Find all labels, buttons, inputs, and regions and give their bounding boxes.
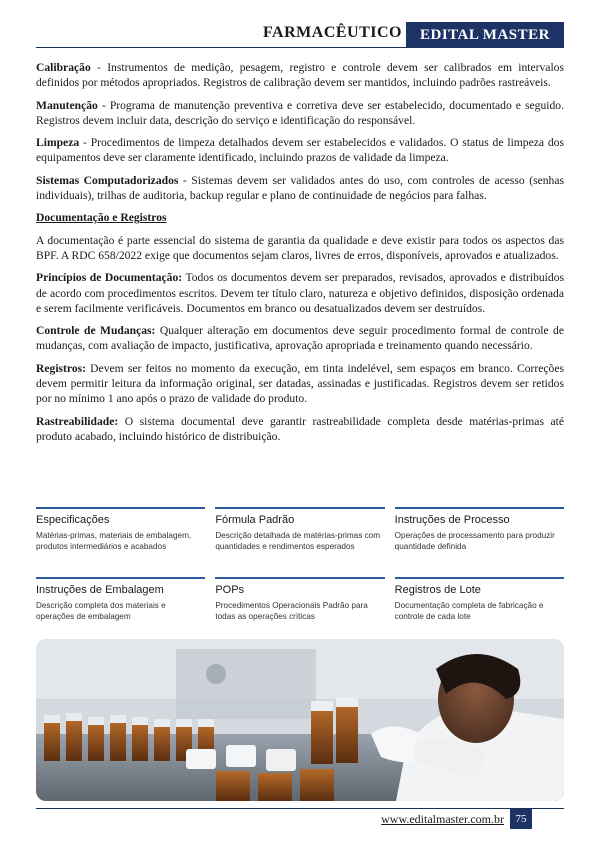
term-sistemas: Sistemas Computadorizados — [36, 173, 179, 187]
card-especificacoes — [36, 507, 205, 569]
card-title: Instruções de Processo — [394, 514, 510, 526]
term-registros: Registros: — [36, 361, 87, 375]
lab-photo-illustration — [36, 639, 564, 801]
term-manutencao: Manutenção — [36, 98, 98, 112]
footer-website-link[interactable]: www.editalmaster.com.br — [381, 812, 504, 826]
paragraph-rastreabilidade — [36, 414, 564, 445]
card-description: Procedimentos Operacionais Padrão para todas as operações críticas — [215, 601, 368, 621]
page-footer — [36, 808, 564, 830]
paragraph-manutencao — [36, 98, 564, 129]
paragraph-registros — [36, 361, 564, 407]
term-principios: Princípios de Documentação: — [36, 271, 183, 285]
card-description: Documentação completa de fabricação e controle de cada lote — [394, 601, 544, 621]
term-limpeza: Limpeza — [36, 136, 80, 150]
paragraph-calibracao — [36, 60, 564, 91]
paragraph-sistemas — [36, 173, 564, 204]
header-brand-badge: EDITAL MASTER — [406, 22, 564, 48]
lab-photo — [36, 639, 564, 801]
text-rastreabilidade: O sistema documental deve garantir rastreabilidade completa desde matérias-primas até produto acabado, incluindo histórico de distribuição. — [36, 414, 564, 443]
footer-rule — [36, 808, 564, 809]
paragraph-principios — [36, 270, 564, 316]
card-title: Fórmula Padrão — [215, 514, 295, 526]
paragraph-limpeza — [36, 135, 564, 166]
section-intro: A documentação é parte essencial do sistema de garantia da qualidade e deve existir para todos os aspectos das BPF. A RDC 658/2022 exige que documentos sejam claros, livres de erros, disponíveis, aprovados e atualizados. — [36, 233, 564, 262]
text-controle-mudancas: Qualquer alteração em documentos deve seguir procedimento formal de controle de mudanças, com avaliação de impacto, justificativa, aprovação apropriada e treinamento quando necessário. — [36, 324, 564, 353]
page-content — [36, 60, 564, 451]
term-rastreabilidade: Rastreabilidade: — [36, 414, 119, 428]
card-description: Matérias-primas, materiais de embalagem, produtos intermediários e acabados — [36, 531, 192, 551]
card-description: Descrição detalhada de matérias-primas com quantidades e rendimentos esperados — [215, 531, 381, 551]
header-rule — [36, 47, 564, 48]
text-registros: Devem ser feitos no momento da execução, em tinta indelével, sem espaços em branco. Correções devem permitir leitura da informação original, ser datadas, assinadas e justificadas. Registros devem ser retidos por no mínimo 1 ano após o prazo de validade do produto. — [36, 361, 564, 406]
text-calibracao: - Instrumentos de medição, pesagem, registro e controle devem ser calibrados em intervalos definidos por métodos apropriados. Registros de calibração devem ser mantidos, incluindo padrões rastreáveis. — [36, 61, 564, 90]
document-types-grid — [36, 507, 564, 639]
card-instrucoes-processo — [395, 507, 564, 569]
card-title: Registros de Lote — [394, 584, 481, 596]
text-limpeza: - Procedimentos de limpeza detalhados devem ser estabelecidos e validados. O status de limpeza dos equipamentos deve ser claramente identificado, incluindo prazos de validade da limpeza. — [36, 136, 564, 165]
card-title: Especificações — [36, 514, 110, 526]
page-number: 75 — [510, 809, 532, 829]
card-title: POPs — [215, 584, 245, 596]
term-controle-mudancas: Controle de Mudanças: — [36, 324, 156, 338]
section-title: Documentação e Registros — [36, 211, 167, 225]
header-subject-title: FARMACÊUTICO — [262, 24, 402, 41]
card-title: Instruções de Embalagem — [36, 584, 164, 596]
card-instrucoes-embalagem — [36, 577, 205, 639]
card-formula-padrao — [215, 507, 384, 569]
paragraph-controle-mudancas — [36, 323, 564, 354]
card-registros-lote — [395, 577, 564, 639]
term-calibracao: Calibração — [36, 61, 91, 74]
text-sistemas: - Sistemas devem ser validados antes do uso, com controles de acesso (senhas individuais), trilhas de auditoria, backup regular e plano de continuidade de negócios para falhas. — [36, 173, 564, 203]
card-description: Descrição completa dos materiais e operações de embalagem — [36, 601, 166, 621]
page-header — [36, 22, 564, 48]
card-pops — [215, 577, 384, 639]
text-principios: Todos os documentos devem ser preparados, revisados, aprovados e distribuídos de acordo com procedimentos escritos. Devem ter título claro, natureza e objetivo definidos, disposição ordenada e serem facilmente verificáveis. Documentos em branco ou desatualizados devem ser destruídos. — [36, 271, 564, 315]
card-description: Operações de processamento para produzir quantidade definida — [394, 531, 555, 551]
text-manutencao: - Programa de manutenção preventiva e corretiva deve ser estabelecido, documentado e seguido. Registros devem incluir data, descrição do serviço e identificação do responsável. — [36, 98, 564, 127]
